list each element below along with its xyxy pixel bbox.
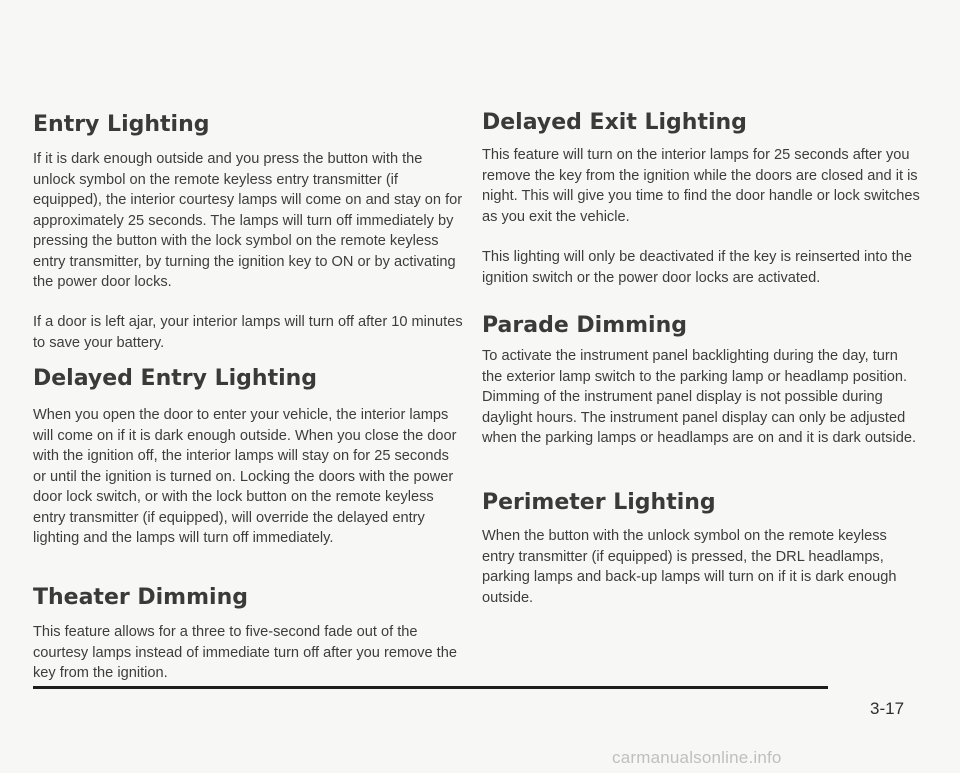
heading-delayed-entry-lighting: Delayed Entry Lighting <box>33 366 318 391</box>
paragraph-delayed-exit-lighting-2: This lighting will only be deactivated if the key is reinserted into the ignition switch or the power door locks are activated. <box>482 249 912 286</box>
paragraph-delayed-exit-lighting-1: This feature will turn on the interior lamps for 25 seconds after you remove the key from the ignition while the doors are closed and it is night. This will give you time to find the door handle or lock switches as you exit the vehicle. <box>482 147 920 225</box>
heading-parade-dimming: Parade Dimming <box>482 313 688 338</box>
heading-delayed-exit-lighting: Delayed Exit Lighting <box>482 110 747 135</box>
paragraph-entry-lighting-2: If a door is left ajar, your interior lamps will turn off after 10 minutes to save your battery. <box>33 314 463 351</box>
heading-entry-lighting: Entry Lighting <box>33 112 210 137</box>
page-number: 3-17 <box>870 699 905 718</box>
watermark: carmanualsonline.info <box>612 748 782 767</box>
footer-rule <box>33 686 828 689</box>
heading-perimeter-lighting: Perimeter Lighting <box>482 490 716 515</box>
paragraph-entry-lighting-1: If it is dark enough outside and you press the button with the unlock symbol on the remote keyless entry transmitter (if equipped), the interior courtesy lamps will come on and stay on for approximately 25 seconds. The lamps will turn off immediately by pressing the button with the lock symbol on the remote keyless entry transmitter, by turning the ignition key to ON or by activating the power door locks. <box>33 151 463 290</box>
paragraph-parade-dimming: To activate the instrument panel backlighting during the day, turn the exterior lamp switch to the parking lamp or headlamp position. Dimming of the instrument panel display is not possible during daylight hours. The instrument panel display can only be adjusted when the parking lamps or headlamps are on and it is dark outside. <box>482 348 917 446</box>
paragraph-perimeter-lighting: When the button with the unlock symbol on the remote keyless entry transmitter (if equipped) is pressed, the DRL headlamps, parking lamps and back-up lamps will turn on if it is dark enough outside. <box>482 528 897 606</box>
paragraph-theater-dimming: This feature allows for a three to five-second fade out of the courtesy lamps instead of immediate turn off after you remove the key from the ignition. <box>33 624 457 681</box>
paragraph-delayed-entry-lighting: When you open the door to enter your vehicle, the interior lamps will come on if it is dark enough outside. When you close the door with the ignition off, the interior lamps will stay on for 25 seconds or until the ignition is turned on. Locking the doors with the power door lock switch, or with the lock button on the remote keyless entry transmitter (if equipped), will override the delayed entry lighting and the lamps will turn off immediately. <box>33 407 457 546</box>
heading-theater-dimming: Theater Dimming <box>33 585 248 610</box>
